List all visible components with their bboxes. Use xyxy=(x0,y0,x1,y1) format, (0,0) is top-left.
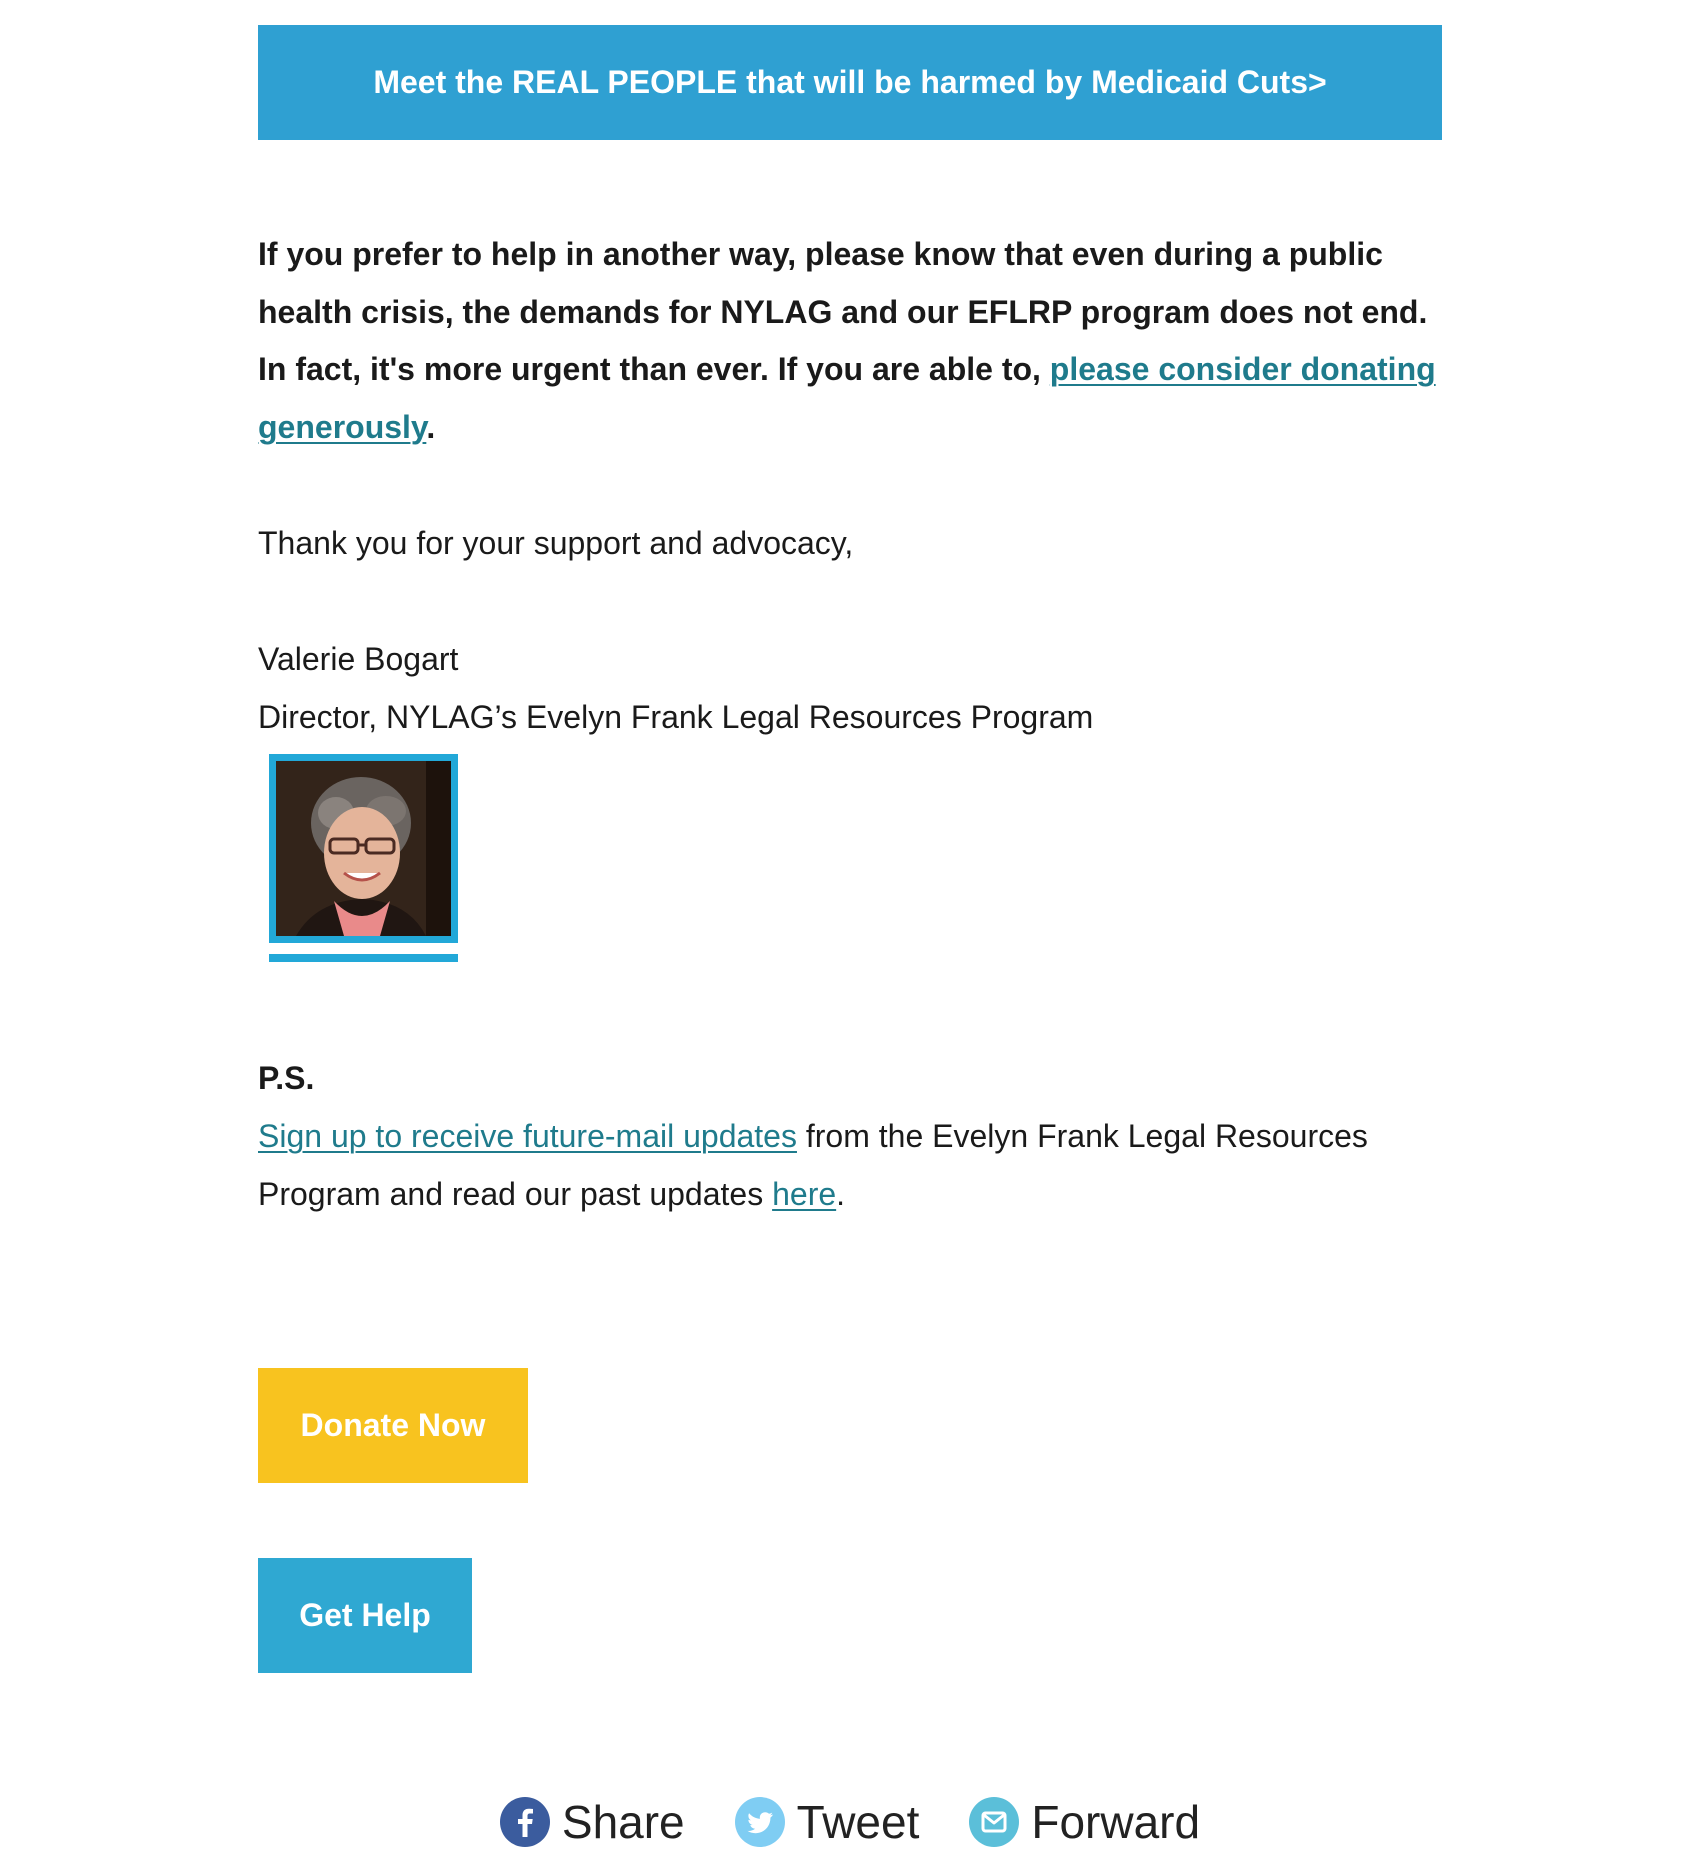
signature-title: Director, NYLAG’s Evelyn Frank Legal Resources Program xyxy=(258,699,1094,735)
signature-name: Valerie Bogart xyxy=(258,641,459,677)
appeal-paragraph xyxy=(258,226,1442,456)
photo-underline xyxy=(269,954,458,962)
signature-photo xyxy=(269,754,458,943)
ps-paragraph xyxy=(258,1108,1442,1223)
past-updates-link[interactable]: here xyxy=(772,1175,837,1212)
appeal-end: . xyxy=(426,408,436,445)
tweet-label: Tweet xyxy=(796,1796,920,1848)
forward-button[interactable] xyxy=(969,1795,1200,1849)
share-label: Share xyxy=(561,1796,685,1848)
ps-text: from the Evelyn Frank Legal Resources Program and read our past updates xyxy=(258,1118,1368,1212)
forward-label: Forward xyxy=(1031,1796,1201,1848)
get-help-button[interactable]: Get Help xyxy=(258,1558,472,1673)
donate-generously-link[interactable]: please consider donating generously xyxy=(258,351,1436,445)
appeal-text: If you prefer to help in another way, please know that even during a public health crisis, the demands for NYLAG and our EFLRP program does not end. In fact, it's more urgent than ever. If you are able to, xyxy=(258,236,1428,387)
share-button[interactable] xyxy=(500,1795,685,1849)
donate-now-button[interactable]: Donate Now xyxy=(258,1368,528,1483)
medicaid-cuts-banner-link[interactable]: Meet the REAL PEOPLE that will be harmed by Medicaid Cuts> xyxy=(258,25,1442,140)
portrait-image xyxy=(276,761,451,936)
email-icon xyxy=(969,1797,1019,1847)
ps-end: . xyxy=(836,1175,846,1212)
closing-text: Thank you for your support and advocacy, xyxy=(258,525,854,561)
social-share-bar xyxy=(258,1794,1442,1850)
tweet-button[interactable] xyxy=(735,1795,920,1849)
ps-label: P.S. xyxy=(258,1060,315,1096)
twitter-icon xyxy=(735,1797,785,1847)
signup-updates-link[interactable]: Sign up to receive future-mail updates xyxy=(258,1118,797,1154)
facebook-icon xyxy=(500,1797,550,1847)
